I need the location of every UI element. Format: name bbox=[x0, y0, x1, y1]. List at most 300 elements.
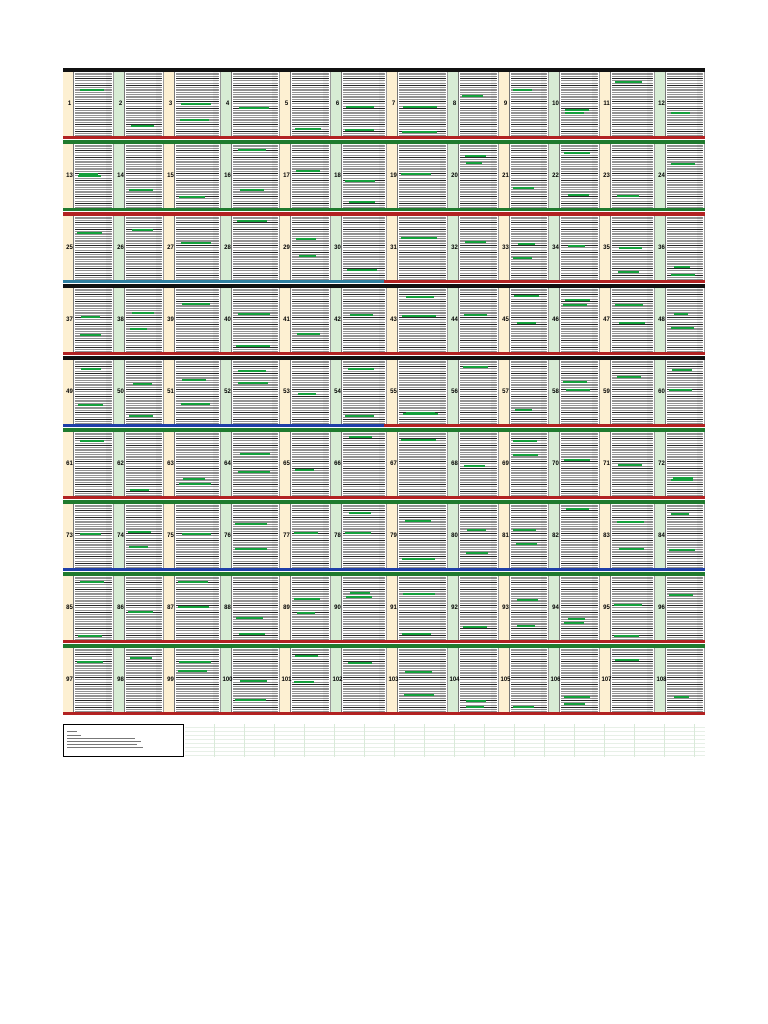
cell-number: 74 bbox=[117, 533, 124, 539]
numbered-cell bbox=[114, 504, 164, 568]
cell-side-column bbox=[156, 216, 161, 280]
highlight-bar bbox=[514, 295, 539, 297]
cell-side-column bbox=[541, 288, 546, 352]
numbered-cell bbox=[280, 576, 331, 640]
cell-side-column bbox=[541, 504, 546, 568]
cell-side-column bbox=[647, 144, 652, 208]
cell-number: 19 bbox=[390, 173, 397, 179]
cell-side-column bbox=[156, 648, 161, 712]
numbered-cell bbox=[600, 360, 655, 424]
cell-number: 12 bbox=[658, 101, 665, 107]
notes-line bbox=[67, 731, 77, 732]
highlight-bar bbox=[564, 696, 590, 698]
cell-side-column bbox=[592, 72, 597, 136]
cell-side-column bbox=[106, 576, 111, 640]
numbered-cell bbox=[114, 72, 164, 136]
highlight-bar bbox=[563, 381, 587, 383]
cell-number: 54 bbox=[334, 389, 341, 395]
cell-text-lines bbox=[399, 216, 446, 280]
cell-row-block bbox=[63, 428, 705, 495]
cell-text-lines bbox=[399, 576, 446, 640]
empty-grid-area bbox=[185, 724, 705, 757]
highlight-bar bbox=[78, 635, 102, 637]
highlight-bar bbox=[349, 512, 371, 514]
cell-number: 47 bbox=[603, 317, 610, 323]
cell-number: 77 bbox=[283, 533, 290, 539]
numbered-cell bbox=[331, 72, 387, 136]
highlight-bar bbox=[403, 593, 435, 595]
cell-side-column bbox=[323, 216, 328, 280]
highlight-bar bbox=[669, 389, 692, 391]
cell-side-column bbox=[697, 432, 702, 496]
cell-side-column bbox=[491, 504, 496, 568]
cell-number: 99 bbox=[167, 677, 174, 683]
numbered-cell bbox=[655, 216, 705, 280]
cell-number: 66 bbox=[334, 461, 341, 467]
cell-side-column bbox=[323, 144, 328, 208]
numbered-cell bbox=[549, 576, 600, 640]
numbered-cell bbox=[499, 144, 549, 208]
numbered-cell bbox=[655, 360, 705, 424]
numbered-cell bbox=[114, 432, 164, 496]
highlight-bar bbox=[347, 269, 377, 271]
cell-side-column bbox=[440, 72, 445, 136]
cell-side-column bbox=[541, 216, 546, 280]
numbered-cell bbox=[448, 288, 499, 352]
highlight-bar bbox=[80, 533, 101, 535]
highlight-bar bbox=[130, 657, 152, 659]
cell-number: 32 bbox=[451, 245, 458, 251]
cell-side-column bbox=[323, 648, 328, 712]
cell-number: 4 bbox=[225, 101, 230, 107]
numbered-cell bbox=[448, 432, 499, 496]
highlight-bar bbox=[564, 152, 590, 154]
highlight-bar bbox=[619, 548, 644, 550]
highlight-bar bbox=[346, 106, 374, 108]
highlight-bar bbox=[238, 313, 270, 315]
cell-side-column bbox=[541, 648, 546, 712]
highlight-bar bbox=[513, 706, 534, 708]
highlight-bar bbox=[568, 245, 585, 247]
cell-number: 58 bbox=[552, 389, 559, 395]
highlight-bar bbox=[348, 368, 374, 370]
numbered-cell bbox=[280, 216, 331, 280]
numbered-cell bbox=[448, 216, 499, 280]
numbered-cell bbox=[331, 432, 387, 496]
highlight-bar bbox=[295, 655, 318, 657]
highlight-bar bbox=[178, 606, 209, 608]
cell-side-column bbox=[272, 576, 277, 640]
highlight-bar bbox=[183, 478, 205, 480]
cell-side-column bbox=[213, 648, 218, 712]
highlight-bar bbox=[179, 483, 211, 485]
highlight-bar bbox=[565, 299, 590, 301]
highlight-bar bbox=[295, 469, 314, 471]
cell-side-column bbox=[213, 288, 218, 352]
highlight-bar bbox=[564, 459, 590, 461]
highlight-bar bbox=[129, 415, 153, 417]
cell-side-column bbox=[440, 288, 445, 352]
numbered-cell bbox=[331, 576, 387, 640]
highlight-bar bbox=[513, 89, 532, 91]
cell-side-column bbox=[647, 216, 652, 280]
highlight-bar bbox=[299, 255, 316, 257]
numbered-cell bbox=[63, 288, 114, 352]
highlight-bar bbox=[238, 382, 268, 384]
numbered-cell bbox=[63, 576, 114, 640]
numbered-cell bbox=[164, 432, 221, 496]
cell-side-column bbox=[379, 504, 384, 568]
numbered-cell bbox=[221, 432, 280, 496]
numbered-cell bbox=[114, 648, 164, 712]
numbered-cell bbox=[114, 144, 164, 208]
numbered-cell bbox=[655, 144, 705, 208]
numbered-cell bbox=[63, 144, 114, 208]
highlight-bar bbox=[348, 662, 372, 664]
highlight-bar bbox=[350, 314, 373, 316]
cell-side-column bbox=[592, 432, 597, 496]
highlight-bar bbox=[462, 95, 483, 97]
cell-number: 73 bbox=[66, 533, 73, 539]
cell-row-block bbox=[63, 500, 705, 567]
cell-side-column bbox=[106, 288, 111, 352]
notes-box bbox=[63, 724, 184, 757]
highlight-bar bbox=[515, 409, 532, 411]
cell-side-column bbox=[156, 504, 161, 568]
cell-number: 35 bbox=[603, 245, 610, 251]
numbered-cell bbox=[600, 144, 655, 208]
highlight-bar bbox=[181, 242, 211, 244]
numbered-cell bbox=[448, 72, 499, 136]
highlight-bar bbox=[402, 131, 437, 133]
cell-side-column bbox=[213, 216, 218, 280]
highlight-bar bbox=[402, 315, 436, 317]
numbered-cell bbox=[63, 216, 114, 280]
highlight-bar bbox=[133, 383, 152, 385]
cell-number: 20 bbox=[451, 173, 458, 179]
numbered-cell bbox=[655, 72, 705, 136]
cell-text-lines bbox=[399, 144, 446, 208]
numbered-cell bbox=[549, 504, 600, 568]
cell-side-column bbox=[106, 504, 111, 568]
highlight-bar bbox=[80, 89, 104, 91]
cell-number: 45 bbox=[502, 317, 509, 323]
numbered-cell bbox=[600, 432, 655, 496]
cell-side-column bbox=[541, 72, 546, 136]
highlight-bar bbox=[182, 533, 211, 535]
cell-side-column bbox=[541, 144, 546, 208]
cell-side-column bbox=[491, 216, 496, 280]
highlight-bar bbox=[513, 187, 534, 189]
numbered-cell bbox=[280, 360, 331, 424]
numbered-cell bbox=[331, 648, 387, 712]
cell-number: 103 bbox=[388, 677, 399, 683]
cell-row-block bbox=[63, 212, 705, 279]
row-bottom-band bbox=[63, 208, 705, 211]
numbered-cell bbox=[280, 72, 331, 136]
highlight-bar bbox=[240, 189, 264, 191]
highlight-bar bbox=[237, 220, 267, 222]
highlight-bar bbox=[181, 103, 211, 105]
highlight-bar bbox=[568, 618, 585, 620]
highlight-bar bbox=[294, 532, 318, 534]
highlight-bar bbox=[518, 243, 535, 245]
highlight-bar bbox=[517, 322, 536, 324]
highlight-bar bbox=[619, 322, 645, 324]
cell-number: 6 bbox=[335, 101, 340, 107]
highlight-bar bbox=[239, 633, 265, 635]
highlight-bar bbox=[235, 548, 267, 550]
cell-side-column bbox=[379, 432, 384, 496]
numbered-cell bbox=[164, 504, 221, 568]
cell-number: 10 bbox=[552, 101, 559, 107]
cell-number: 49 bbox=[66, 389, 73, 395]
cell-side-column bbox=[647, 504, 652, 568]
cell-side-column bbox=[156, 288, 161, 352]
numbered-cell bbox=[448, 576, 499, 640]
cell-number: 31 bbox=[390, 245, 397, 251]
highlight-bar bbox=[671, 479, 693, 481]
cell-side-column bbox=[491, 648, 496, 712]
highlight-bar bbox=[671, 327, 694, 329]
numbered-cell bbox=[221, 504, 280, 568]
cell-side-column bbox=[592, 288, 597, 352]
numbered-cell bbox=[280, 504, 331, 568]
cell-number: 72 bbox=[658, 461, 665, 467]
numbered-cell bbox=[499, 360, 549, 424]
highlight-bar bbox=[235, 699, 266, 701]
numbered-cell bbox=[221, 648, 280, 712]
cell-number: 33 bbox=[502, 245, 509, 251]
numbered-cell bbox=[63, 648, 114, 712]
cell-number: 102 bbox=[332, 677, 343, 683]
highlight-bar bbox=[466, 700, 486, 702]
highlight-bar bbox=[672, 369, 692, 371]
numbered-cell bbox=[549, 648, 600, 712]
highlight-bar bbox=[130, 328, 147, 330]
highlight-bar bbox=[349, 436, 372, 438]
cell-number: 30 bbox=[334, 245, 341, 251]
numbered-cell bbox=[114, 288, 164, 352]
highlight-bar bbox=[129, 189, 153, 191]
cell-side-column bbox=[272, 144, 277, 208]
cell-number: 71 bbox=[603, 461, 610, 467]
cell-number: 69 bbox=[502, 461, 509, 467]
cell-side-column bbox=[592, 144, 597, 208]
numbered-cell bbox=[600, 72, 655, 136]
cell-side-column bbox=[272, 432, 277, 496]
cell-number: 5 bbox=[284, 101, 289, 107]
numbered-cell bbox=[221, 576, 280, 640]
cell-number: 67 bbox=[390, 461, 397, 467]
cell-side-column bbox=[213, 72, 218, 136]
cell-number: 25 bbox=[66, 245, 73, 251]
cell-number: 50 bbox=[117, 389, 124, 395]
highlight-bar bbox=[297, 612, 315, 614]
cell-side-column bbox=[697, 144, 702, 208]
cell-row-block bbox=[63, 140, 705, 207]
cell-side-column bbox=[541, 576, 546, 640]
cell-number: 14 bbox=[117, 173, 124, 179]
highlight-bar bbox=[513, 257, 532, 259]
row-bottom-band bbox=[63, 496, 705, 499]
cell-number: 78 bbox=[334, 533, 341, 539]
cell-side-column bbox=[491, 288, 496, 352]
numbered-cell bbox=[63, 72, 114, 136]
cell-side-column bbox=[213, 576, 218, 640]
highlight-bar bbox=[296, 238, 316, 240]
highlight-bar bbox=[617, 376, 641, 378]
notes-line bbox=[67, 747, 143, 748]
highlight-bar bbox=[401, 173, 431, 175]
numbered-cell bbox=[499, 216, 549, 280]
numbered-cell bbox=[114, 360, 164, 424]
cell-number: 41 bbox=[283, 317, 290, 323]
highlight-bar bbox=[240, 453, 270, 455]
highlight-bar bbox=[295, 128, 321, 130]
notes-line bbox=[67, 741, 141, 742]
cell-side-column bbox=[697, 648, 702, 712]
cell-side-column bbox=[592, 216, 597, 280]
numbered-cell bbox=[549, 360, 600, 424]
cell-number: 98 bbox=[117, 677, 124, 683]
numbered-cell bbox=[114, 576, 164, 640]
highlight-bar bbox=[674, 696, 689, 698]
numbered-cell bbox=[221, 144, 280, 208]
numbered-cell bbox=[331, 288, 387, 352]
cell-side-column bbox=[440, 144, 445, 208]
numbered-cell bbox=[600, 288, 655, 352]
highlight-bar bbox=[131, 125, 154, 127]
highlight-bar bbox=[466, 162, 482, 164]
highlight-bar bbox=[180, 119, 209, 121]
highlight-bar bbox=[240, 680, 267, 682]
highlight-bar bbox=[614, 635, 639, 637]
highlight-bar bbox=[294, 598, 320, 600]
cell-side-column bbox=[379, 648, 384, 712]
highlight-bar bbox=[296, 170, 320, 172]
cell-side-column bbox=[541, 432, 546, 496]
cell-side-column bbox=[106, 144, 111, 208]
cell-side-column bbox=[697, 360, 702, 424]
cell-number: 55 bbox=[390, 389, 397, 395]
cell-row-block bbox=[63, 572, 705, 639]
cell-side-column bbox=[647, 72, 652, 136]
notes-line bbox=[67, 744, 137, 745]
highlight-bar bbox=[513, 529, 536, 531]
cell-number: 2 bbox=[118, 101, 123, 107]
highlight-bar bbox=[617, 195, 639, 197]
highlight-bar bbox=[563, 304, 587, 306]
highlight-bar bbox=[128, 611, 153, 613]
highlight-bar bbox=[349, 201, 375, 203]
highlight-bar bbox=[466, 552, 488, 554]
cell-number: 52 bbox=[224, 389, 231, 395]
cell-side-column bbox=[647, 576, 652, 640]
cell-side-column bbox=[440, 432, 445, 496]
highlight-bar bbox=[345, 180, 375, 182]
cell-number: 65 bbox=[283, 461, 290, 467]
cell-number: 46 bbox=[552, 317, 559, 323]
cell-number: 13 bbox=[66, 173, 73, 179]
numbered-cell bbox=[499, 576, 549, 640]
cell-number: 107 bbox=[601, 677, 612, 683]
cell-number: 108 bbox=[656, 677, 667, 683]
highlight-bar bbox=[401, 439, 436, 441]
cell-number: 64 bbox=[224, 461, 231, 467]
numbered-cell bbox=[499, 648, 549, 712]
cell-number: 22 bbox=[552, 173, 559, 179]
cell-side-column bbox=[491, 432, 496, 496]
cell-number: 42 bbox=[334, 317, 341, 323]
numbered-cell bbox=[387, 504, 448, 568]
highlight-bar bbox=[566, 508, 589, 510]
numbered-cell bbox=[499, 288, 549, 352]
numbered-cell bbox=[549, 288, 600, 352]
cell-number: 36 bbox=[658, 245, 665, 251]
cell-text-lines bbox=[399, 72, 446, 136]
numbered-cell bbox=[387, 648, 448, 712]
highlight-bar bbox=[77, 232, 102, 234]
highlight-bar bbox=[565, 109, 589, 111]
highlight-bar bbox=[346, 596, 372, 598]
cell-number: 68 bbox=[451, 461, 458, 467]
cell-side-column bbox=[213, 432, 218, 496]
highlight-bar bbox=[464, 314, 487, 316]
cell-number: 63 bbox=[167, 461, 174, 467]
cell-side-column bbox=[592, 576, 597, 640]
notes-line bbox=[67, 735, 81, 736]
numbered-cell bbox=[114, 216, 164, 280]
numbered-cell bbox=[387, 216, 448, 280]
highlight-bar bbox=[406, 296, 434, 298]
cell-number: 44 bbox=[451, 317, 458, 323]
highlight-bar bbox=[401, 237, 437, 239]
highlight-bar bbox=[671, 112, 690, 114]
cell-number: 23 bbox=[603, 173, 610, 179]
cell-number: 27 bbox=[167, 245, 174, 251]
cell-side-column bbox=[106, 432, 111, 496]
numbered-cell bbox=[164, 648, 221, 712]
cell-side-column bbox=[697, 576, 702, 640]
highlight-bar bbox=[132, 229, 153, 231]
highlight-bar bbox=[669, 549, 695, 551]
cell-side-column bbox=[440, 360, 445, 424]
highlight-bar bbox=[178, 581, 208, 583]
numbered-cell bbox=[549, 144, 600, 208]
numbered-cell bbox=[331, 216, 387, 280]
numbered-cell bbox=[164, 72, 221, 136]
cell-side-column bbox=[647, 288, 652, 352]
cell-side-column bbox=[272, 360, 277, 424]
highlight-bar bbox=[614, 604, 642, 606]
highlight-bar bbox=[235, 523, 267, 525]
cell-side-column bbox=[106, 648, 111, 712]
cell-side-column bbox=[156, 144, 161, 208]
row-bottom-band bbox=[63, 280, 705, 283]
cell-side-column bbox=[697, 504, 702, 568]
cell-number: 86 bbox=[117, 605, 124, 611]
cell-side-column bbox=[697, 216, 702, 280]
cell-number: 85 bbox=[66, 605, 73, 611]
highlight-bar bbox=[350, 592, 370, 594]
spreadsheet-sheet bbox=[63, 68, 705, 758]
cell-number: 92 bbox=[451, 605, 458, 611]
highlight-bar bbox=[669, 594, 693, 596]
highlight-bar bbox=[513, 454, 538, 456]
cell-side-column bbox=[323, 432, 328, 496]
cell-number: 9 bbox=[503, 101, 508, 107]
